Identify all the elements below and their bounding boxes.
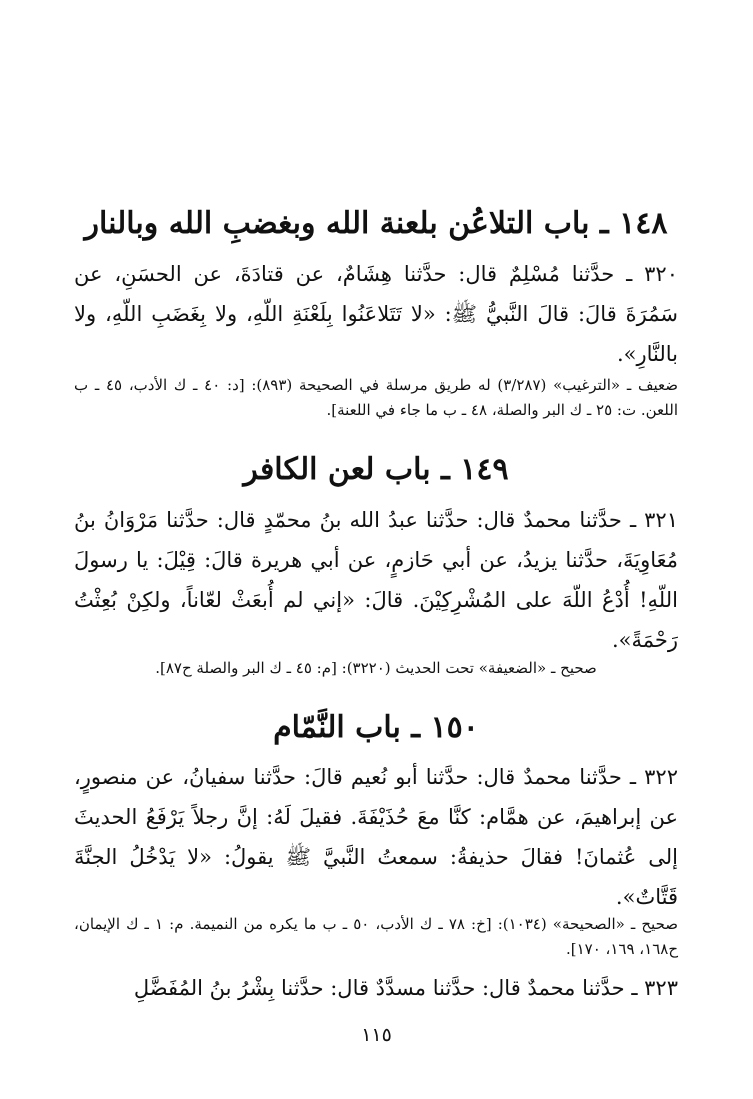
- hadith-322-text: ٣٢٢ ـ حدَّثنا محمدٌ قال: حدَّثنا أبو نُعيم قالَ: حدَّثنا سفيانُ، عن منصورٍ، عن إبراهيمَ، عن همَّام: كنَّا معَ حُذَيْفَةَ. فقيلَ لَهُ: إنَّ رجلاً يَرْفَعُ الحديثَ إلى عُثمانَ! فقالَ حذيفةُ: سمعتُ النَّبيَّ ﷺ يقولُ: «لا يَدْخُلُ الجنَّةَ قَتَّاتٌ».: [74, 765, 678, 909]
- chapter-148-heading: ١٤٨ ـ باب التلاعُن بلعنة الله وبغضبِ الله وبالنار: [84, 206, 668, 241]
- hadith-322-grading-note: صحيح ـ «الصحيحة» (١٠٣٤): [خ: ٧٨ ـ ك الأدب، ٥٠ ـ ب ما يكره من النميمة. م: ١ ـ ك الإيمان، ح١٦٨، ١٦٩، ١٧٠].: [74, 915, 679, 958]
- hadith-323-text: ٣٢٣ ـ حدَّثنا محمدٌ قال: حدَّثنا مسدَّدٌ قال: حدَّثنا بِشْرُ بنُ المُفَضَّلِ: [133, 976, 678, 1000]
- chapter-149-heading: ١٤٩ ـ باب لعن الكافر: [243, 452, 509, 487]
- chapter-150-heading: ١٥٠ ـ باب النَّمّام: [273, 710, 479, 745]
- hadith-320-grading-note: ضعيف ـ «الترغيب» (٣/٢٨٧) له طريق مرسلة في الصحيحة (٨٩٣): [د: ٤٠ ـ ك الأدب، ٤٥ ـ ب اللعن. ت: ٢٥ ـ ك البر والصلة، ٤٨ ـ ب ما جاء في اللعنة].: [74, 376, 678, 419]
- hadith-321-grading-note: صحيح ـ «الضعيفة» تحت الحديث (٣٢٢٠): [م: ٤٥ ـ ك البر والصلة ح٨٧].: [155, 659, 597, 677]
- hadith-320-text: ٣٢٠ ـ حدَّثنا مُسْلِمٌ قال: حدَّثنا هِشَامٌ، عن قتادَةَ، عن الحسَنِ، عن سَمُرَةَ قالَ: قالَ النَّبيُّ ﷺ: «لا تَتَلاعَنُوا بِلَعْنَةِ اللّهِ، ولا بِغَضَبِ اللّهِ، ولا بالنَّارِ».: [74, 262, 678, 366]
- page-number: ١١٥: [361, 1024, 392, 1046]
- hadith-321-text: ٣٢١ ـ حدَّثنا محمدٌ قال: حدَّثنا عبدُ الله بنُ محمّدٍ قال: حدَّثنا مَرْوَانُ بنُ مُعَاوِيَةَ، حدَّثنا يزيدُ، عن أبي حَازمٍ، عن أبي هريرة قالَ: قِيْلَ: يا رسولَ اللّهِ! أُدْعُ اللّهَ على المُشْرِكِيْنَ. قالَ: «إني لم أُبعَثْ لعّاناً، ولكِنْ بُعِثْتُ رَحْمَةً».: [74, 508, 678, 652]
